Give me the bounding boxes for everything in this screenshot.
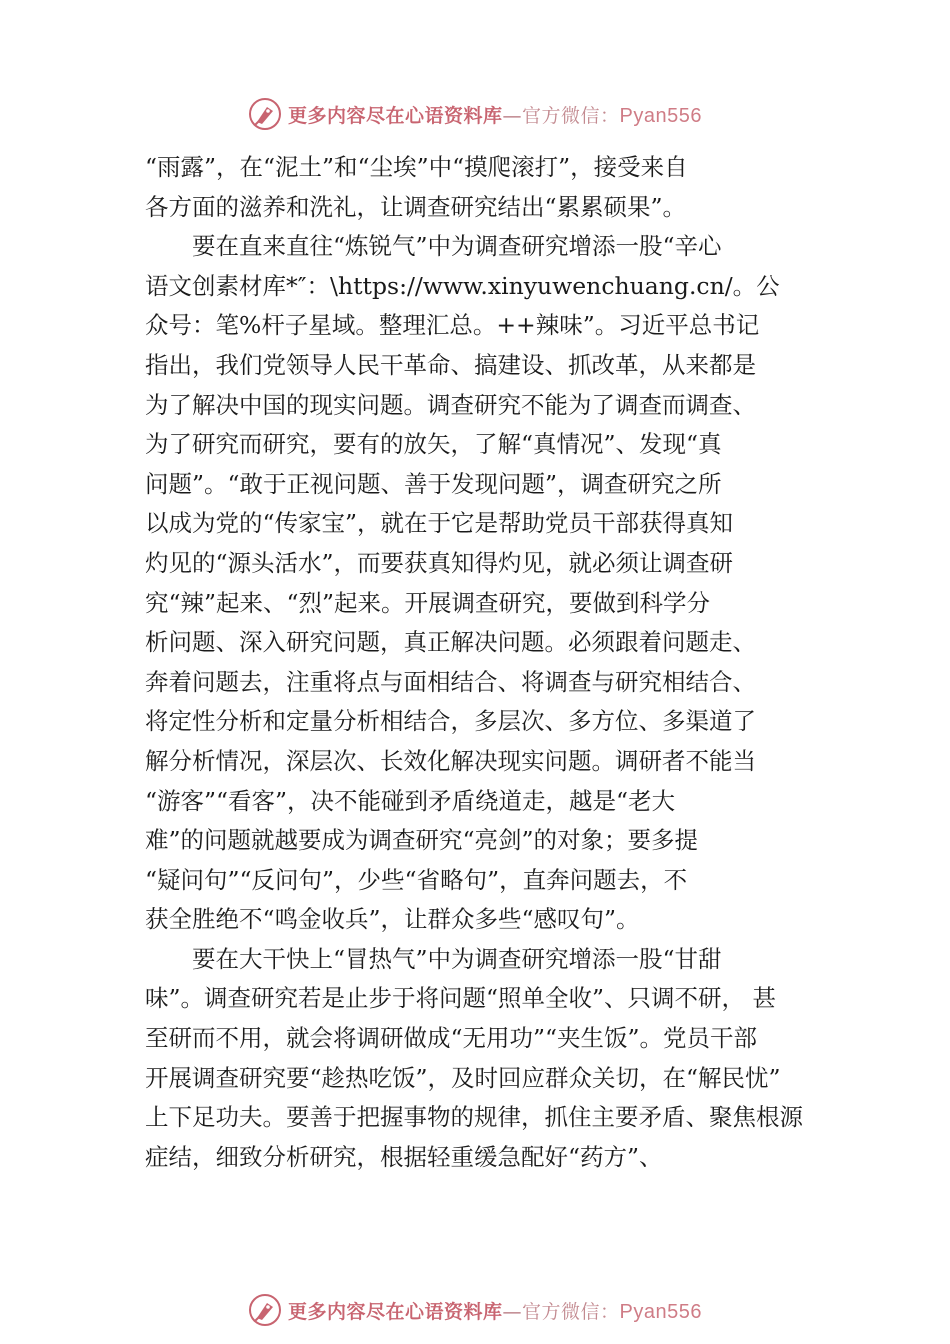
text-line: 至研而不用，就会将调研做成“无用功”“夹生饭”。党员干部 [145,1024,758,1053]
text-line: 为了解决中国的现实问题。调查研究不能为了调查而调查、 [145,390,756,419]
text-line: 问题”。“敢于正视问题、善于发现问题”，调查研究之所 [145,469,722,498]
text-line: 析问题、深入研究问题，真正解决问题。必须跟着问题走、 [145,628,756,657]
pen-nib-logo-icon [248,1293,282,1327]
text-line: 究“辣”起来、“烈”起来。开展调查研究，要做到科学分 [145,588,711,617]
watermark-wechat-label: 官方微信： [522,1300,620,1323]
watermark-main: 更多内容尽在心语资料库 [288,104,503,127]
watermark-text [288,101,702,128]
text-line: 为了研究而研究，要有的放矢，了解“真情况”、发现“真 [145,430,722,459]
text-line: “游客”“看客”，决不能碰到矛盾绕道走，越是“老大 [145,786,676,815]
text-line: 各方面的滋养和洗礼，让调查研究结出“累累硕果”。 [145,192,687,221]
text-line: 解分析情况，深层次、长效化解决现实问题。调研者不能当 [145,746,756,775]
text-line: 将定性分析和定量分析相结合，多层次、多方位、多渠道了 [145,707,756,736]
text-line: 以成为党的“传家宝”，就在于它是帮助党员干部获得真知 [145,509,734,538]
text-line: 要在直来直往“炼锐气”中为调查研究增添一股“辛心 [145,232,722,261]
text-line: 奔着问题去，注重将点与面相结合、将调查与研究相结合、 [145,667,756,696]
text-line: 症结，细致分析研究，根据轻重缓急配好“药方”、 [145,1142,663,1171]
text-line: 语文创素材库*″：\https://www.xinyuwenchuang.cn/。公 [145,271,780,300]
text-line: 灼见的“源头活水”，而要获真知得灼见，就必须让调查研 [145,548,734,577]
watermark-wechat-label: 官方微信： [522,104,620,127]
text-line: “疑问句”“反问句”，少些“省略句”，直奔问题去，不 [145,865,688,894]
document-body [145,148,815,1177]
watermark-header [0,94,950,134]
text-line: 开展调查研究要“趁热吃饭”，及时回应群众关切，在“解民忧” [145,1063,781,1092]
watermark-wechat-id: Pyan556 [619,104,702,127]
watermark-wechat-id: Pyan556 [619,1300,702,1323]
watermark-footer [0,1290,950,1330]
text-line: 获全胜绝不“鸣金收兵”，让群众多些“感叹句”。 [145,905,640,934]
watermark-dash: — [502,1300,523,1323]
text-line: 要在大干快上“冒热气”中为调查研究增添一股“甘甜 [145,944,722,973]
watermark-dash: — [502,104,523,127]
text-line: 众号：笔%杆子星域。整理汇总。++辣味”。习近平总书记 [145,311,760,340]
pen-nib-logo-icon [248,97,282,131]
watermark-text [288,1297,702,1324]
text-line: 难”的问题就越要成为调查研究“亮剑”的对象；要多提 [145,826,699,855]
text-line: 味”。调查研究若是止步于将问题“照单全收”、只调不研， 甚 [145,984,777,1013]
text-line: 上下足功夫。要善于把握事物的规律，抓住主要矛盾、聚焦根源 [145,1103,803,1132]
text-line: 指出，我们党领导人民干革命、搞建设、抓改革，从来都是 [145,350,756,379]
watermark-main: 更多内容尽在心语资料库 [288,1300,503,1323]
text-line: “雨露”，在“泥土”和“尘埃”中“摸爬滚打”，接受来自 [145,153,688,181]
